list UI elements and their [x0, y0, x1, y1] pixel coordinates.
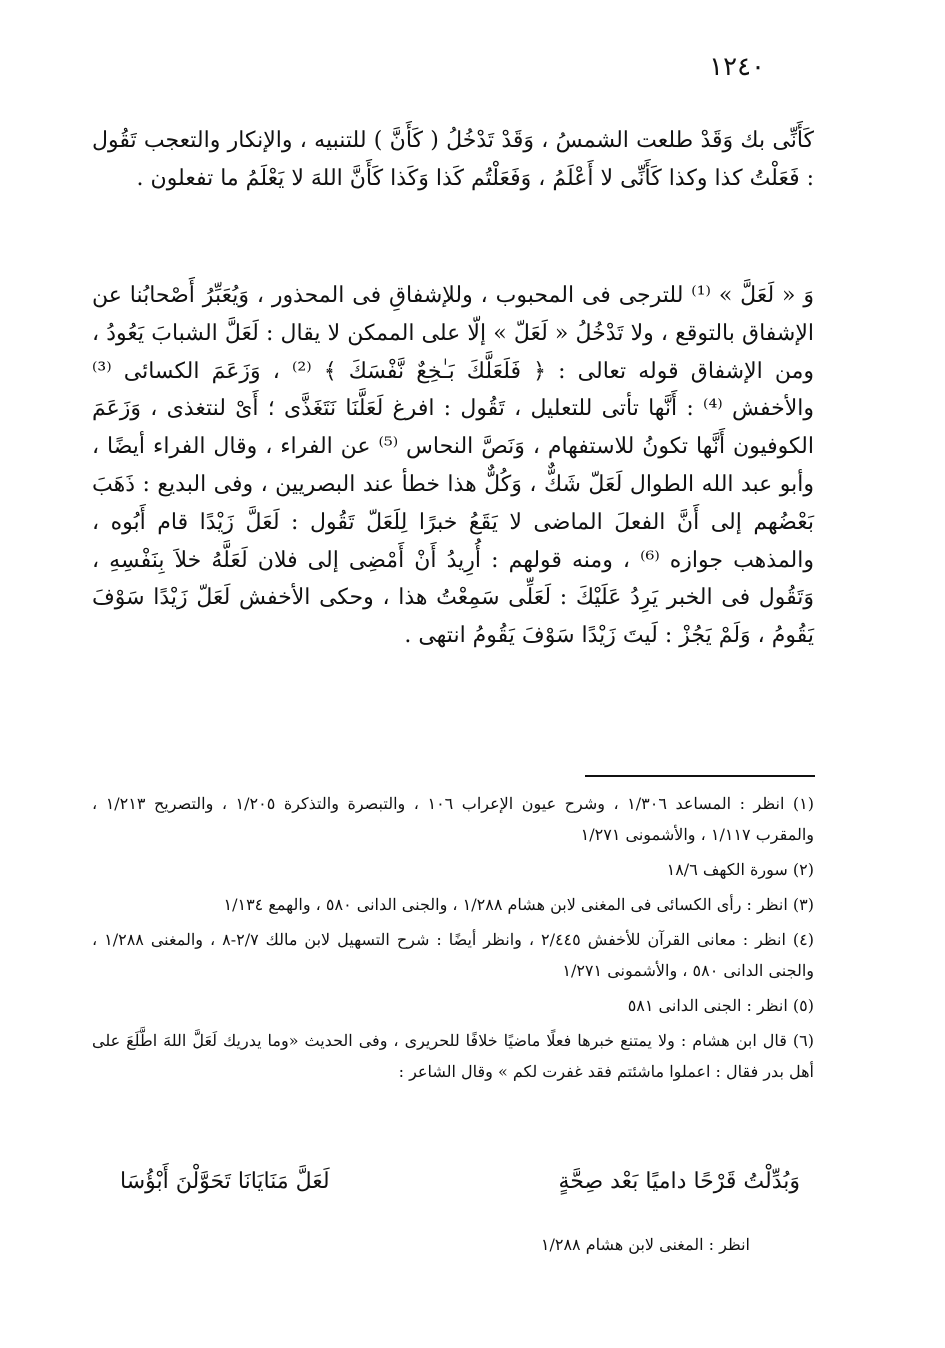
verse-source-note: انظر : المغنى لابن هشام ١/٢٨٨	[540, 1235, 750, 1254]
verse-first-hemistich: وَبُدِّلْتُ قَرْحًا داميًا بَعْد صِحَّةٍ	[558, 1169, 800, 1194]
footnote-1: (١) انظر : المساعد ١/٣٠٦ ، وشرح عيون الإعراب ١٠٦ ، والتبصرة والتذكرة ١/٢٠٥ ، والتصريح ١/٢١٣ ، والمقرب ١/١١٧ ، والأشمونى ١/٢٧١	[92, 794, 815, 844]
footnote-2: (٢) سورة الكهف ١٨/٦	[666, 860, 814, 879]
footnote-6: (٦) قال ابن هشام : ولا يمتنع خبرها فعلًا ماضيًا خلافًا للحريرى ، وفى الحديث «وما يدريك لَعَلَّ اللهَ اطَّلَعَ على أهل بدر فقال : اعملوا ماشئتم فقد غفرت لكم » وقال الشاعر :	[92, 1031, 814, 1081]
paragraph-kaanna: كَأَنِّى بك وَقَدْ طلعت الشمسُ ، وَقَدْ تَدْخُلُ ( كَأَنَّ ) للتنبيه ، والإنكار والتعجب تَقُول : فَعَلْتُ كذا وكذا كَأَنِّى لا أَعْلَمُ ، وَفَعَلْتُم كَذا وَكَذا كَأَنَّ اللهَ لا يَعْلَمُ ما تفعلون .	[92, 128, 814, 191]
page-number: ١٢٤٠	[709, 52, 765, 82]
footnote-5: (٥) انظر : الجنى الدانى ٥٨١	[627, 996, 814, 1015]
footnote-4: (٤) انظر : معانى القرآن للأخفش ٢/٤٤٥ ، وانظر أيضًا : شرح التسهيل لابن مالك ٢/٧-٨ ، والمغنى ١/٢٨٨ ، والجنى الدانى ٥٨٠ ، والأشمونى ١/٢٧١	[92, 930, 815, 980]
footnote-3: (٣) انظر : رأى الكسائى فى المغنى لابن هشام ١/٢٨٨ ، والجنى الدانى ٥٨٠ ، والهمع ١/١٣٤	[223, 895, 814, 914]
poetry-verse	[120, 1162, 800, 1202]
verse-second-hemistich: لَعَلَّ مَنَايَانَا تَحَوَّلْنَ أَبْؤُسَا	[120, 1169, 330, 1194]
paragraph-laalla: وَ « لَعَلَّ » ⁽¹⁾ للترجى فى المحبوب ، وللإشفاقِ فى المحذور ، وَيُعَبِّرُ أَصْحابُنا عن الإشفاق بالتوقع ، ولا تَدْخُلُ « لَعَلّ » إلّا على الممكن لا يقال : لَعَلَّ الشبابَ يَعُودُ ، ومن الإشفاق قوله تعالى : ﴿ فَلَعَلَّكَ بَـٰخِعٌ نَّفْسَكَ ﴾ ⁽²⁾ ، وَزَعَمَ الكسائى ⁽³⁾ والأخفش ⁽⁴⁾ : أَنَّها تأتى للتعليل ، تَقُول : افرغ لَعَلَّنَا نَتَغَذَّى ؛ أَىْ لنتغذى ، وَزَعَمَ الكوفيون أَنَّها تكونُ للاستفهام ، وَنَصَّ النحاس ⁽⁵⁾ عن الفراء ، وقال الفراء أيضًا ، وأبو عبد الله الطوال لَعَلّ شَكٌّ ، وَكُلٌّ هذا خطأ عند البصريين ، وفى البديع : ذَهَبَ بَعْضُهم إلى أَنَّ الفعلَ الماضى لا يَقَعُ خبرًا لِلَعَلّ تَقُول : لَعَلَّ زَيْدًا قام أَبُوه ، والمذهب جوازه ⁽⁶⁾ ، ومنه قولهم : أُرِيدُ أَنْ أَمْضِى إلى فلان لَعَلَّهُ خلاَ بِنَفْسِهِ ، وَتَقُول فى الخبر يَرِدُ عَلَيْكَ : لَعَلِّى سَمِعْتُ هذا ، وحكى الأخفش لَعَلّ زَيْدًا سَوْفَ يَقُومُ ، وَلَمْ يَجُزْ : لَيتَ زَيْدًا سَوْفَ يَقُومُ انتهى .	[92, 283, 815, 649]
footnote-separator	[585, 775, 815, 777]
footnotes	[92, 788, 814, 1091]
